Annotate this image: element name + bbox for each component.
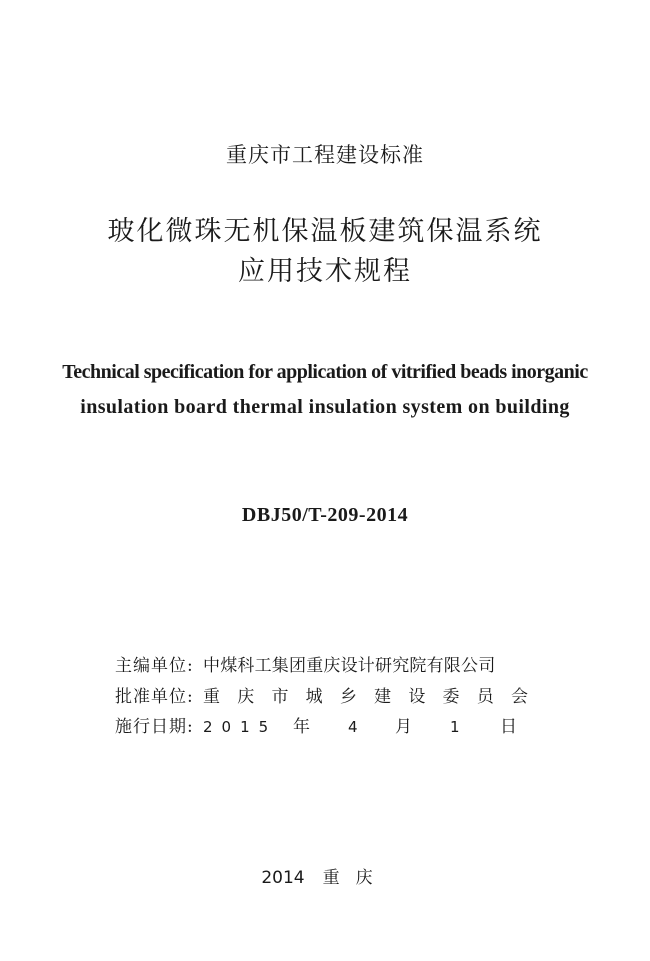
day-unit: 日 <box>500 717 517 737</box>
publication-footer <box>0 865 650 891</box>
en-title-line-2: insulation board thermal insulation system on building <box>80 396 570 418</box>
approver-row <box>115 684 535 710</box>
approver-char: 庆 <box>237 687 255 707</box>
effective-year: 2015 <box>203 718 278 736</box>
en-title-line-1: Technical specification for application of vitrified beads inorganic <box>62 361 588 383</box>
editor-row <box>115 653 535 679</box>
approver-char: 设 <box>408 687 426 707</box>
month-unit: 月 <box>395 717 412 737</box>
standard-series: 重庆市工程建设标准 <box>226 143 424 167</box>
publication-city: 重庆 <box>322 868 389 888</box>
publication-year: 2014 <box>261 868 305 888</box>
approver-char: 重 <box>203 687 220 707</box>
approver-char: 城 <box>305 687 323 707</box>
effective-date-label: 施行日期: <box>115 717 194 737</box>
editor-value: 中煤科工集团重庆设计研究院有限公司 <box>203 656 496 676</box>
approver-char: 会 <box>510 687 528 707</box>
cn-title-line-1: 玻化微珠无机保温板建筑保温系统 <box>107 216 543 247</box>
approver-char: 建 <box>374 687 392 707</box>
effective-date-value <box>203 714 533 740</box>
approver-label: 批准单位: <box>115 687 194 707</box>
cn-title-line-2: 应用技术规程 <box>238 256 412 287</box>
approver-value <box>203 684 528 710</box>
approver-char: 委 <box>442 687 460 707</box>
approver-char: 市 <box>271 687 289 707</box>
effective-month: 4 <box>348 718 367 736</box>
year-unit: 年 <box>293 717 310 737</box>
approver-char: 员 <box>476 687 494 707</box>
effective-day: 1 <box>450 718 469 736</box>
standard-code: DBJ50/T-209-2014 <box>241 504 409 526</box>
editor-label: 主编单位: <box>115 656 194 676</box>
approver-char: 乡 <box>339 687 357 707</box>
effective-date-row <box>115 714 535 740</box>
